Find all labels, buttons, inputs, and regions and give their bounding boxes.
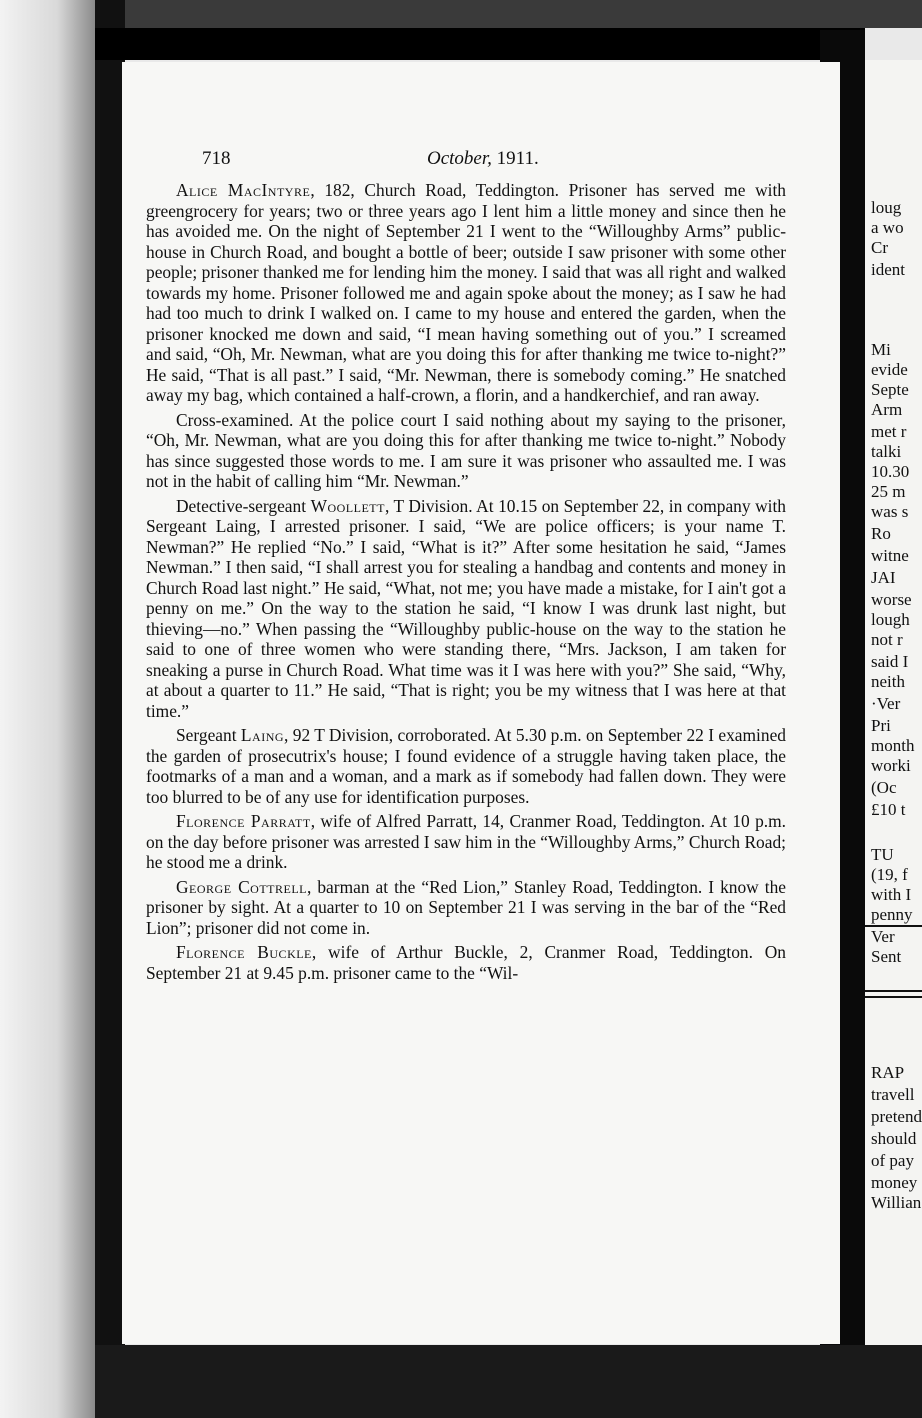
- fragment-text: Ver: [871, 927, 895, 946]
- fragment-text: TU: [871, 845, 894, 864]
- fragment-text: with I: [871, 885, 912, 904]
- fragment-text: loug: [871, 198, 902, 217]
- fragment-text: Septe: [871, 380, 909, 399]
- paragraph-text: , barman at the “Red Lion,” Stanley Road, Teddington. I know the prisoner by sight. At a quarter to 10 on September 21 I was serving in the bar of the “Red Lion”; prisoner did not come in.: [146, 876, 787, 938]
- paragraph-text: , wife of Alfred Parratt, 14, Cranmer Road, Teddington. At 10 p.m. on the day before prisoner was arrested I saw him in the “Willoughby Arms,” Church Road; he stood me a drink.: [146, 811, 786, 872]
- paragraph: [146, 811, 786, 873]
- page-number: 718: [202, 148, 231, 169]
- testimony-text: [146, 180, 786, 987]
- paragraph: [146, 877, 786, 939]
- date-month: October,: [427, 148, 492, 169]
- fragment-text: evide: [871, 360, 908, 379]
- fragment-text: met r: [871, 422, 907, 441]
- fragment-text: 25 m: [871, 482, 906, 501]
- fragment-text: ident: [871, 260, 905, 279]
- paragraph: [146, 496, 786, 722]
- witness-name: Woollett: [310, 495, 385, 516]
- paragraph: [146, 942, 786, 983]
- paragraph-text: , 182, Church Road, Teddington. Prisoner has served me with greengrocery for years; two or three years ago I lent him a little money and since then he has avoided me. On the night of September 21 I went to the “Willoughby Arms” public-house in Church Road, and bought a bottle of beer; outside I saw prisoner with some other people; prisoner thanked me for lending him the money. I said that was all right and walked towards my home. Prisoner followed me and again spoke about the money; as I saw he had had too much to drink I walked on. I came to my house and entered the garden, when the prisoner knocked me down and said, “I mean having something out of you.” I screamed and said, “Oh, Mr. Newman, what are you doing this for after thanking me twice to-night?” He said, “That is all past.” I said, “Mr. Newman, there is somebody coming.” He snatched away my bag, which contained a half-crown, a florin, and a handkerchief, and ran away.: [146, 180, 786, 405]
- fragment-text: a wo: [871, 218, 904, 237]
- fragment-text: Cr: [871, 238, 888, 257]
- witness-name: Florence Parratt: [176, 811, 311, 831]
- date-year: 1911.: [496, 148, 539, 169]
- fragment-text: Willian: [871, 1193, 922, 1212]
- divider-rule: [865, 996, 922, 998]
- fragment-text: worse: [871, 590, 912, 609]
- fragment-text: said I: [871, 652, 909, 671]
- fragment-text: should: [871, 1129, 917, 1148]
- fragment-text: (19, f: [871, 865, 908, 884]
- witness-prefix: Detective-sergeant: [176, 495, 311, 516]
- paragraph-text: , wife of Arthur Buckle, 2, Cranmer Road, Teddington. On September 21 at 9.45 p.m. prisoner came to the “Wil-: [146, 942, 786, 983]
- fragment-text: Pri: [871, 716, 891, 735]
- paragraph: [146, 725, 786, 807]
- paragraph-text: , 92 T Division, corroborated. At 5.30 p.m. on September 22 I examined the garden of prosecutrix's house; I found evidence of a struggle having taken place, the footmarks of a man and a woman, and a mark as if somebody had fallen down. They were too blurred to be of any use for identification purposes.: [146, 725, 786, 807]
- fragment-text: pretend: [871, 1107, 922, 1126]
- fragment-text: £10 t: [871, 800, 906, 819]
- fragment-text: ·Ver: [871, 694, 901, 713]
- fragment-text: Mi: [871, 340, 891, 359]
- page-header: [202, 148, 842, 172]
- fragment-text: witne: [871, 546, 909, 565]
- paragraph: [146, 410, 786, 492]
- paragraph: [146, 180, 786, 406]
- paragraph-text: , T Division. At 10.15 on September 22, in company with Sergeant Laing, I arrested prisoner. I said, “We are police officers; is your name T. Newman?” He replied “No.” I said, “What is it?” After some hesitation he said, “James Newman.” I then said, “I shall arrest you for stealing a handbag and contents and money in Church Road last night.” He said, “What, not me; you have made a mistake, for I ain't got a penny on me.” On the way to the station he said, “I know I was drunk last night, but thieving—no.” When passing the “Willoughby public-house on the way to the station he said to one of three women who were standing there, “Mrs. Jackson, I am taken for sneaking a purse in Church Road. What time was it I was here with you?” She said, “Why, at about a quarter to 11.” He said, “That is right; you be my witness that I was here at that time.”: [146, 495, 786, 721]
- scan-shadow-bottom: [95, 1345, 922, 1418]
- scan-shadow-top: [95, 0, 922, 28]
- fragment-text: Arm: [871, 400, 903, 419]
- fragment-text: lough: [871, 610, 910, 629]
- fragment-text: not r: [871, 630, 903, 649]
- witness-name: Florence Buckle: [176, 942, 312, 962]
- fragment-text: (Oc: [871, 778, 897, 797]
- fragment-text: money: [871, 1173, 918, 1192]
- fragment-text: was s: [871, 502, 909, 521]
- fragment-text: 10.30: [871, 462, 910, 481]
- paragraph-text: Cross-examined. At the police court I said nothing about my saying to the prisoner, “Oh, Mr. Newman, what are you doing this for after thanking me twice to-night.” Nobody has since suggested those words to me. I am sure it was prisoner who assaulted me. I was not in the habit of calling him “Mr. Newman.”: [146, 409, 786, 491]
- fragment-text: Sent: [871, 947, 902, 966]
- page-date: [427, 148, 539, 170]
- document-page: [122, 62, 840, 1344]
- fragment-text: penny: [871, 905, 913, 924]
- left-gutter: [0, 0, 95, 1418]
- witness-name: Laing: [240, 725, 285, 745]
- fragment-text: Ro: [871, 524, 891, 543]
- adjacent-page-fragment: [865, 60, 922, 1345]
- fragment-text: talki: [871, 442, 902, 461]
- fragment-text: month: [871, 736, 915, 755]
- fragment-text: neith: [871, 672, 905, 691]
- divider-rule: [865, 990, 922, 992]
- scan-shadow-left: [95, 0, 125, 1418]
- witness-name: Alice MacIntyre: [176, 180, 311, 200]
- fragment-text: worki: [871, 756, 911, 775]
- scan-black-band: [95, 28, 865, 60]
- fragment-text: travell: [871, 1085, 915, 1104]
- fragment-text: JAI: [871, 568, 896, 587]
- fragment-text: of pay: [871, 1151, 914, 1170]
- fragment-text: RAP: [871, 1063, 905, 1082]
- witness-prefix: Sergeant: [176, 725, 241, 745]
- witness-name: George Cottrell: [176, 876, 307, 897]
